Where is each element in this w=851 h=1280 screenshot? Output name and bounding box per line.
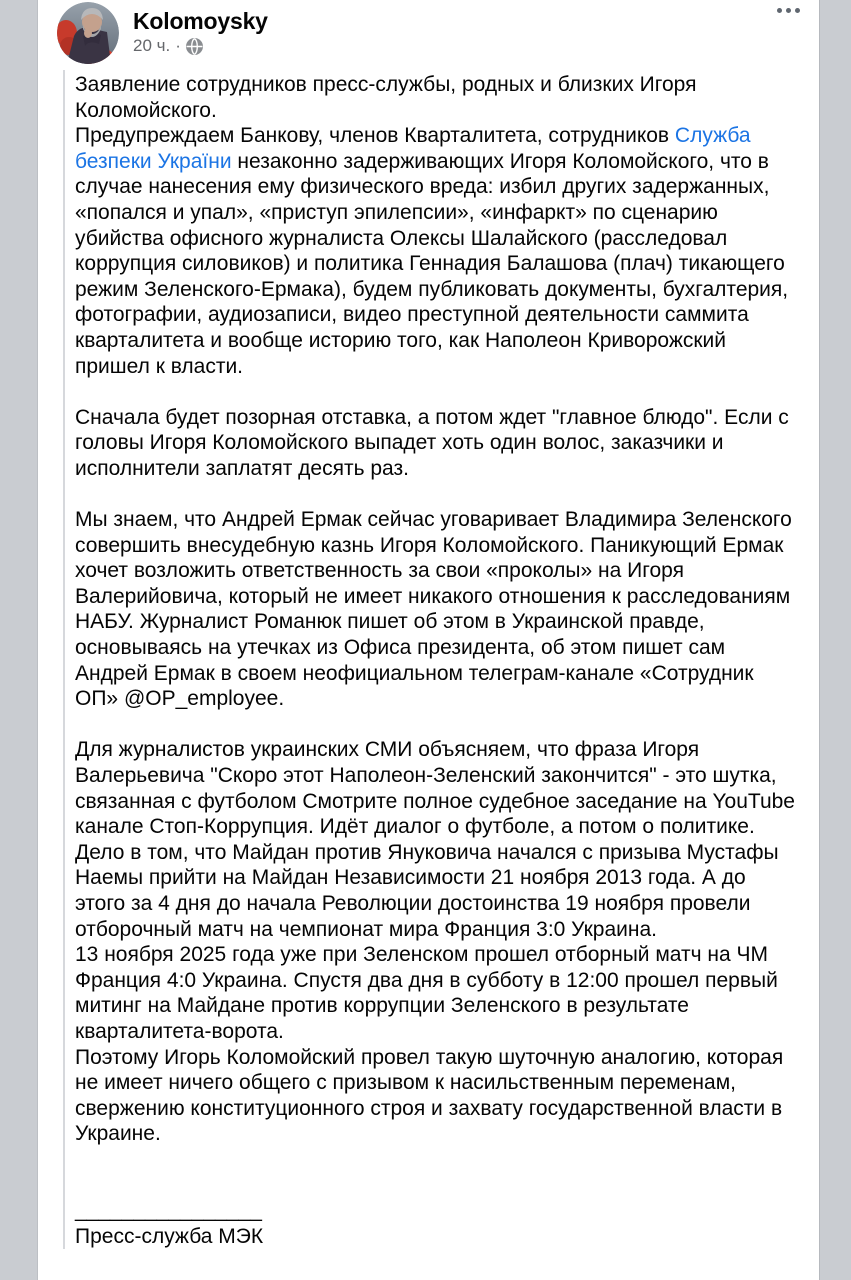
post-paragraph [75, 1045, 795, 1147]
ellipsis-icon [786, 8, 791, 13]
post-text: Предупреждаем Банкову, членов Кварталитета, сотрудников [75, 124, 675, 148]
ellipsis-icon [777, 8, 782, 13]
post-text: Дело в том, что Майдан против Януковича начался с призыва Мустафы Наемы прийти на Майдан Независимости 21 ноября 2013 года. А до этого за 4 дня до начала Революции достоинства 19 ноября провели отборочный матч на чемпионат мира Франция 3:0 Украина. [75, 840, 785, 941]
post-quote [63, 70, 820, 1249]
meta-separator: · [175, 36, 181, 55]
post-text: Поэтому Игорь Коломойский провел такую шуточную аналогию, которая не имеет ничего общего с призывом к насильственным переменам, свержению конституционного строя и захвату государственной власти в Украине. [75, 1045, 790, 1146]
timestamp: 20 ч. [133, 36, 171, 55]
post-paragraph [75, 1173, 795, 1199]
post-paragraph [75, 507, 798, 712]
post-paragraph [75, 737, 801, 839]
post-meta [133, 36, 268, 56]
post-header [37, 0, 820, 64]
post-paragraph [75, 840, 795, 942]
right-gutter [819, 0, 851, 1280]
post-card [37, 0, 820, 1280]
post-paragraph [75, 712, 795, 738]
link-sbu[interactable]: Служба безпеки України [75, 124, 757, 173]
post-paragraph [75, 1147, 795, 1173]
ellipsis-icon [795, 8, 800, 13]
post-body [75, 72, 801, 1198]
post-text: Сначала будет позорная отставка, а потом ждет "главное блюдо". Если с головы Игоря Коломойского выпадет хоть один волос, заказчики и исполнители заплатят десять раз. [75, 405, 795, 480]
author-name[interactable]: Kolomoysky [133, 8, 268, 34]
post-text: Заявление сотрудников пресс-службы, родных и близких Игоря Коломойского. [75, 73, 703, 122]
avatar[interactable] [57, 2, 119, 64]
signature: Пресс-служба МЭК [75, 1224, 264, 1248]
avatar-image [57, 2, 119, 64]
post-paragraph [75, 72, 795, 123]
post-paragraph [75, 482, 795, 508]
more-options-button[interactable] [773, 2, 804, 19]
post-paragraph [75, 405, 795, 482]
post-paragraph [75, 123, 795, 379]
signature-separator: ________________ [75, 1199, 262, 1223]
post-text: Для журналистов украинских СМИ объясняем, что фраза Игоря Валерьевича "Скоро этот Наполеон-Зеленский закончится" - это шутка, связанная с футболом Смотрите полное судебное заседание на YouTube канале Стоп-Коррупция. Идёт диалог о футболе, а потом о политике. [75, 738, 801, 839]
globe-icon [186, 38, 203, 55]
post-text: Мы знаем, что Андрей Ермак сейчас уговаривает Владимира Зеленского совершить внесудебную казнь Игоря Коломойского. Паникующий Ермак хочет возложить ответственность за свои «проколы» на Игоря Валерийовича, который не имеет никакого отношения к расследованиям НАБУ. Журналист Романюк пишет об этом в Украинской правде, основываясь на утечках из Офиса президента, об этом пишет сам Андрей Ермак в своем неофициальном телеграм-канале «Сотрудник ОП» @OP_employee. [75, 508, 798, 711]
post-text: 13 ноября 2025 года уже при Зеленском прошел отборный матч на ЧМ Франция 4:0 Украина. Спустя два дня в субботу в 12:00 прошел первый митинг на Майдане против коррупции Зеленского в результате кварталитета-ворота. [75, 943, 784, 1043]
left-gutter [0, 0, 38, 1280]
post-text: незаконно задерживающих Игоря Коломойского, что в случае нанесения ему физического вреда: избил других задержанных, «попался и упал», «приступ эпилепсии», «инфаркт» по сценарию убийства офисного журналиста Олексы Шалайского (расследовал коррупция силовиков) и политика Геннадия Балашова (плач) тикающего режим Зеленского-Ермака), будем публиковать документы, бухгалтерия, фотографии, аудиозаписи, видео преступной деятельности саммита кварталитета и вообще историю того, как Наполеон Криворожский пришел к власти. [75, 149, 794, 378]
post-paragraph [75, 379, 795, 405]
post-paragraph [75, 942, 795, 1044]
